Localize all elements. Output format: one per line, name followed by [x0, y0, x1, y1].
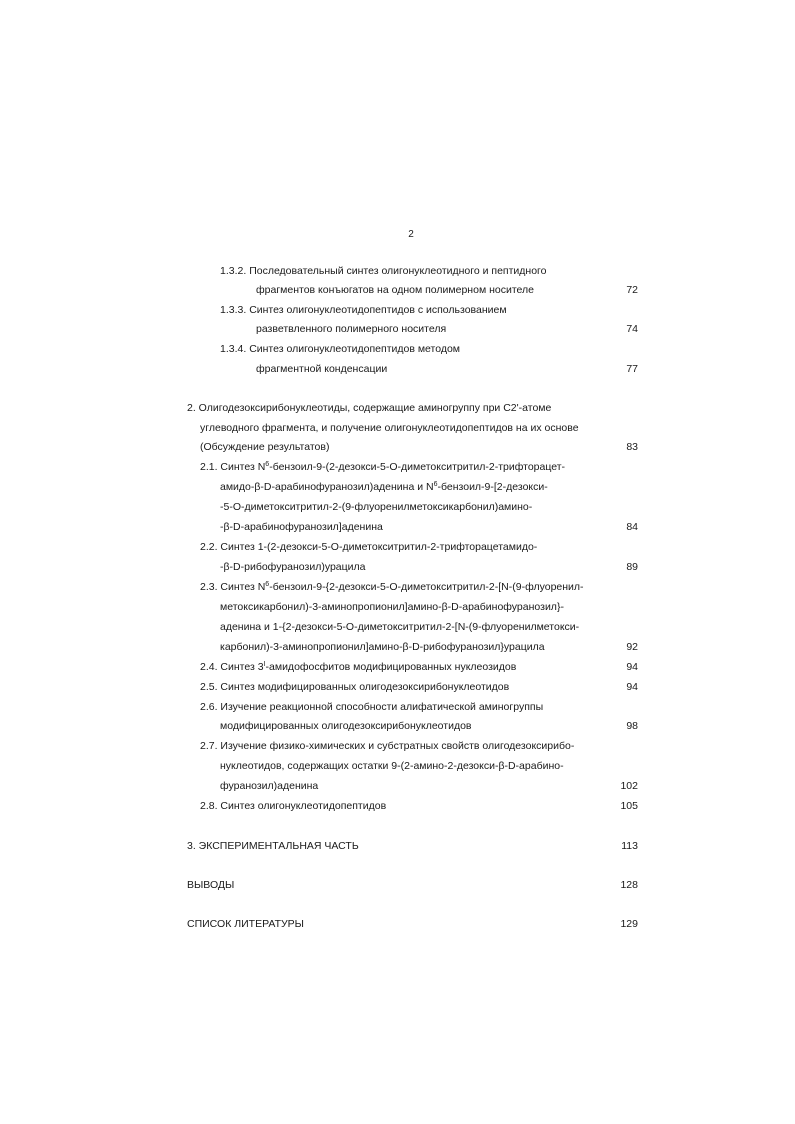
- toc-entry-page: 113: [621, 840, 638, 852]
- toc-entry: [0, 679, 795, 695]
- toc-entry-title: 2. Олигодезоксирибонуклеотиды, содержащие аминогруппу при С2'-атоме: [187, 402, 552, 414]
- toc-entry-title: фрагментов конъюгатов на одном полимерном носителе: [256, 284, 534, 296]
- toc-entry-page: 72: [626, 284, 638, 296]
- toc-entry-title-part: 2.3. Синтез N: [200, 581, 266, 593]
- toc-entry-title: 1.3.3. Синтез олигонуклеотидопептидов с использованием: [220, 304, 507, 316]
- toc-entry-title: аденина и 1-{2-дезокси-5-О-диметокситритил-2-[N-(9-флуоренилметокси-: [220, 621, 580, 633]
- toc-entry-title-part: 2.4. Синтез 3: [200, 661, 264, 673]
- toc-entry: [0, 519, 795, 535]
- toc-entry-title-part: амидо-β-D-арабинофуранозил)аденина и N: [220, 481, 434, 493]
- toc-entry-page: 83: [626, 441, 638, 453]
- toc-entry-title: -5-О-диметокситритил-2-(9-флуоренилметоксикарбонил)амино-: [220, 501, 533, 513]
- toc-entry: [0, 838, 795, 854]
- toc-entry: [0, 539, 795, 555]
- toc-entry-page: 89: [626, 561, 638, 573]
- toc-entry: [0, 321, 795, 337]
- toc-entry-title: модифицированных олигодезоксирибонуклеотидов: [220, 720, 472, 732]
- toc-entry: [0, 877, 795, 893]
- superscript: 6: [433, 481, 438, 488]
- toc-entry-title: 3. ЭКСПЕРИМЕНТАЛЬНАЯ ЧАСТЬ: [187, 840, 359, 852]
- toc-entry-title: -β-D-арабинофуранозил]аденина: [220, 521, 383, 533]
- toc-entry-page: 94: [626, 661, 638, 673]
- toc-entry: [0, 499, 795, 515]
- toc-entry: [0, 479, 795, 495]
- toc-entry-title: 1.3.2. Последовательный синтез олигонуклеотидного и пептидного: [220, 265, 547, 277]
- toc-entry: [0, 361, 795, 377]
- toc-entry-title: разветвленного полимерного носителя: [256, 323, 447, 335]
- superscript: 6: [265, 581, 270, 588]
- toc-entry-title-part: -бензоил-9-[2-дезокси-: [437, 481, 548, 493]
- toc-entry: [0, 659, 795, 675]
- toc-entry: [0, 400, 795, 416]
- toc-entry: [0, 758, 795, 774]
- toc-entry-title: [200, 459, 565, 475]
- toc-entry: [0, 778, 795, 794]
- toc-entry-page: 98: [626, 720, 638, 732]
- toc-entry-title: СПИСОК ЛИТЕРАТУРЫ: [187, 918, 304, 930]
- toc-entry: [0, 798, 795, 814]
- toc-entry-page: 129: [620, 918, 638, 930]
- toc-entry-page: 94: [626, 681, 638, 693]
- toc-entry: [0, 699, 795, 715]
- toc-entry: [0, 341, 795, 357]
- toc-entry-title: [200, 579, 584, 595]
- page-number: 2: [408, 229, 414, 240]
- toc-entry-title: (Обсуждение результатов): [200, 441, 330, 453]
- toc-entry-title: 2.6. Изучение реакционной способности алифатической аминогруппы: [200, 701, 544, 713]
- toc-entry-title: 2.7. Изучение физико-химических и субстратных свойств олигодезоксирибо-: [200, 740, 575, 752]
- toc-entry-page: 102: [620, 780, 638, 792]
- toc-entry-title: 2.2. Синтез 1-(2-дезокси-5-О-диметокситритил-2-трифторацетамидо-: [200, 541, 538, 553]
- toc-entry-title: 1.3.4. Синтез олигонуклеотидопептидов методом: [220, 343, 461, 355]
- toc-entry-page: 92: [626, 641, 638, 653]
- superscript: 6: [265, 461, 270, 468]
- toc-entry-title: [220, 479, 548, 495]
- toc-entry-title: ВЫВОДЫ: [187, 879, 235, 891]
- toc-entry: [0, 559, 795, 575]
- toc-entry: [0, 639, 795, 655]
- toc-entry: [0, 302, 795, 318]
- toc-entry-title: углеводного фрагмента, и получение олигонуклеотидопептидов на их основе: [200, 422, 579, 434]
- toc-entry: [0, 738, 795, 754]
- toc-entry-title: [200, 659, 516, 675]
- toc-entry-page: 77: [626, 363, 638, 375]
- toc-entry: [0, 439, 795, 455]
- toc-entry-title: карбонил)-3-аминопропионил]амино-β-D-рибофуранозил}урацила: [220, 641, 545, 653]
- toc-entry-title-part: -бензоил-9-{2-дезокси-5-О-диметокситритил-2-[N-(9-флуоренил-: [269, 581, 584, 593]
- toc-entry-title-part: -амидофосфитов модифицированных нуклеозидов: [265, 661, 517, 673]
- toc-entry-title: -β-D-рибофуранозил)урацила: [220, 561, 366, 573]
- toc-entry-page: 105: [620, 800, 638, 812]
- toc-entry-title: 2.5. Синтез модифицированных олигодезоксирибонуклеотидов: [200, 681, 510, 693]
- toc-entry: [0, 718, 795, 734]
- toc-entry: [0, 263, 795, 279]
- toc-entry-title: нуклеотидов, содержащих остатки 9-(2-амино-2-дезокси-β-D-арабино-: [220, 760, 564, 772]
- toc-entry-title: фуранозил)аденина: [220, 780, 319, 792]
- toc-entry-page: 84: [626, 521, 638, 533]
- superscript: I: [263, 661, 266, 668]
- toc-entry-page: 128: [620, 879, 638, 891]
- toc-entry: [0, 459, 795, 475]
- toc-entry-title: метоксикарбонил)-3-аминопропионил]амино-β-D-арабинофуранозил}-: [220, 601, 564, 613]
- toc-entry: [0, 619, 795, 635]
- toc-entry: [0, 599, 795, 615]
- toc-entry: [0, 282, 795, 298]
- toc-entry-page: 74: [626, 323, 638, 335]
- toc-entry: [0, 916, 795, 932]
- toc-entry-title: 2.8. Синтез олигонуклеотидопептидов: [200, 800, 387, 812]
- toc-entry-title: фрагментной конденсации: [256, 363, 388, 375]
- toc-entry: [0, 420, 795, 436]
- toc-entry-title-part: -бензоил-9-(2-дезокси-5-О-диметокситритил-2-трифторацет-: [269, 461, 566, 473]
- toc-entry: [0, 579, 795, 595]
- toc-entry-title-part: 2.1. Синтез N: [200, 461, 266, 473]
